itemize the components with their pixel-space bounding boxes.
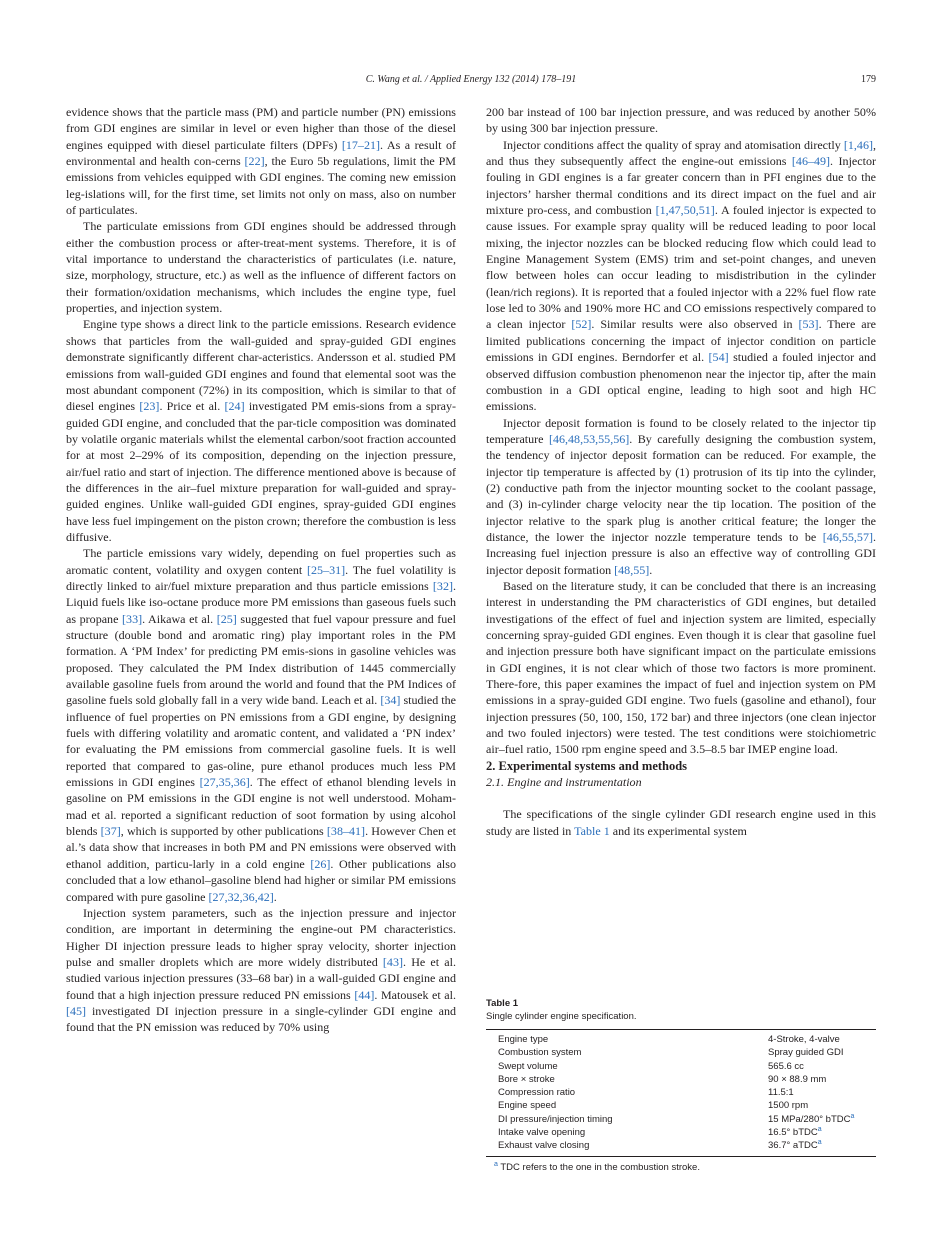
spec-value-text: 11.5:1 xyxy=(768,1087,794,1099)
table-1 xyxy=(486,997,876,1173)
paragraph-text: Injector deposit formation is found to be closely related to the injector tip temperature xyxy=(486,415,876,446)
subsection-heading: 2.1. Engine and instrumentation xyxy=(486,775,642,790)
citation-link[interactable]: [22] xyxy=(244,154,265,169)
citation-link[interactable]: [1,47,50,51] xyxy=(655,203,715,218)
citation-link[interactable]: [38–41] xyxy=(326,824,366,839)
spec-value-text: 1500 rpm xyxy=(768,1100,809,1112)
spec-value xyxy=(768,1060,876,1073)
citation-link[interactable]: [46,55,57] xyxy=(822,529,873,544)
citation-link[interactable]: [33] xyxy=(122,611,143,626)
spec-parameter: Compression ratio xyxy=(498,1087,576,1099)
citation-link[interactable]: [43] xyxy=(382,954,403,969)
paragraph-text: . He et al. studied various injection pressures (33–68 bar) in a wall-guided GDI engine and found that a high injection pressure reduced PN emissions xyxy=(66,954,456,1002)
paragraph-text: , which is supported by other publications xyxy=(120,824,327,839)
table-bottom-rule xyxy=(486,1156,876,1157)
spec-value-text: 15 MPa/280° bTDC xyxy=(768,1113,851,1125)
paragraph xyxy=(486,578,876,758)
footnote-marker[interactable]: a xyxy=(817,1125,822,1133)
section-heading: 2. Experimental systems and methods xyxy=(486,758,688,773)
spec-parameter: Engine type xyxy=(498,1034,549,1045)
citation-link[interactable]: [48,55] xyxy=(614,562,650,577)
spec-value-text: 565.6 cc xyxy=(768,1060,804,1072)
paragraph-text: studied a fouled injector and observed diffusion combustion phenomenon near the injector tip, after the main combustion in a GDI optical engine, leading to high soot and high HC emissions. xyxy=(486,350,877,414)
citation-link[interactable]: [23] xyxy=(139,399,160,414)
paragraph xyxy=(66,545,456,905)
spec-value xyxy=(768,1113,876,1126)
citation-link[interactable]: [46,48,53,55,56] xyxy=(548,431,630,446)
paragraph-text: . As a result of environmental and health con-cerns xyxy=(66,137,456,169)
table-row xyxy=(486,1060,876,1073)
paragraph-text: suggested that fuel vapour pressure and fuel structure (double bond and aromatic ring) play important roles in the PM formation. A ‘PM Index’ for predicting PM emis-sions in gasoline vehicles was proposed. They calculated the PM Index distribution of 1445 commercially available gasoline fuels from around the world and found that the PM Indices of gasoline fuels sold globally fall in a very wide band. Leach et al. xyxy=(66,611,456,708)
left-column xyxy=(66,104,456,1036)
paragraph xyxy=(66,905,456,1036)
paragraph-text: The particulate emissions from GDI engines should be addressed through either the combustion process or after-treat-ment systems. Therefore, it is of vital importance to understand the characteristics of particulates (i.e. nature, size, morphology, structure, etc.) as well as the influence of different factors on their formation/oxidation mechanisms, which includes the engine type, fuel properties, and injection system. xyxy=(66,219,456,316)
paragraph-text: . The fuel volatility is directly linked to air/fuel mixture preparation and thus particle emissions xyxy=(66,562,456,593)
paragraph-text: investigated PM emis-sions from a spray-guided GDI engine, and concluded that the par-ticle composition was dominated by volatile organic materials whilst the elemental carbon/soot fraction accounted for at most 2–29% of its composition, depending on the injection pressure, air/fuel ratio and start of injection. The difference mentioned above is because of the differences in the air–fuel mixture preparation for wall-guided and spray-guided engines. Unlike wall-guided GDI engines, spray-guided GDI engines have less fuel impingement on the piston crown; therefore the combustion is less diffusive. xyxy=(66,399,456,544)
citation-link[interactable]: [52] xyxy=(571,317,592,332)
paragraph xyxy=(486,137,876,415)
citation-link[interactable]: [26] xyxy=(310,856,331,871)
table-top-rule xyxy=(486,1029,876,1030)
paragraph-text: . A fouled injector is expected to cause issues. For example spray quality will be reduced leading to poor local mixing, the injector nozzles can be blocked reducing flow which could lead to Engine Management System (EMS) trim and set-point changes, and uneven flow between holes can occur leading to misdistribution in the cylinder (lean/rich regions). It is reported that a fouled injector with a 22% fuel flow rate lose led to 30% and 190% more HC and CO emissions respectively compared to a clean injector xyxy=(486,203,877,332)
spec-table-body xyxy=(486,1033,876,1153)
paragraph-text: . Increasing fuel injection pressure is also an effective way of controlling GDI injector deposit formation xyxy=(486,529,876,577)
citation-link[interactable]: [44] xyxy=(354,987,375,1002)
page-number: 179 xyxy=(861,74,876,85)
paragraph-text: . By carefully designing the combustion system, the tendency of injector deposit formation can be reduced. For example, the injector tip temperature is affected by (1) protrusion of its tip into the cylinder, (2) conductive path from the injector mounting socket to the coolant passage, and (3) in-cylinder charge velocity near the tip location. The position of the injector relative to the spark plug is another critical feature; the longer the distance, the lower the injector nozzle temperature tends to be xyxy=(486,431,877,544)
table-label: Table 1 xyxy=(486,998,519,1009)
paragraph-text: . However Chen et al.’s data show that increases in both PM and PN emissions were observed with ethanol addition, particu-larly in a cold engine xyxy=(66,824,456,871)
table-row xyxy=(486,1099,876,1112)
spec-value xyxy=(768,1033,876,1046)
citation-link[interactable]: [45] xyxy=(66,1003,87,1018)
paragraph-text: evidence shows that the particle mass (PM) and particle number (PN) emissions from GDI engines are similar in level or even higher than those of the diesel engines equipped with diesel particulate filters (DPFs) xyxy=(66,105,456,152)
paragraph xyxy=(66,218,456,316)
paragraph-text: . Similar results were also observed in xyxy=(591,317,799,332)
footnote-marker[interactable]: a xyxy=(850,1112,855,1120)
spec-parameter: Intake valve opening xyxy=(498,1127,586,1139)
paragraph-text: . Other publications also concluded that a low ethanol–gasoline blend had higher or similar PM emissions compared with pure gasoline xyxy=(66,856,456,904)
paragraph-text: , and thus they subsequently affect the engine-out emissions xyxy=(486,137,876,169)
paragraph-text: and its experimental system xyxy=(609,823,747,838)
spec-value-text: 16.5° bTDC xyxy=(768,1127,818,1139)
table-caption: Single cylinder engine specification. xyxy=(486,1011,637,1022)
spec-parameter: DI pressure/injection timing xyxy=(498,1113,613,1125)
citation-link[interactable]: [53] xyxy=(798,317,819,332)
spec-value-text: 36.7° aTDC xyxy=(768,1140,818,1152)
citation-link[interactable]: [37] xyxy=(100,824,121,839)
paragraph-text: Injector conditions affect the quality of spray and atomisation directly xyxy=(503,137,844,152)
citation-link[interactable]: [54] xyxy=(708,350,729,365)
table-row xyxy=(486,1073,876,1086)
running-header xyxy=(66,74,876,90)
spec-value xyxy=(768,1099,876,1112)
spec-value xyxy=(768,1086,876,1099)
paragraph-text: Based on the literature study, it can be concluded that there is an increasing interest in understanding the PM characteristics of GDI engines, but detailed investigations of the effect of fuel and injection system are limited, especially concerning spray-guided GDI engines. Even though it is clear that gasoline fuel and injection pressure both have significant impact on the particulate emissions in GDI engines, it is not clear which of those two factors is more prominent. There-fore, this paper examines the impact of fuel and injection system on PM emissions in a spray-guided GDI engine. Two fuels (gasoline and ethanol), four injection pressures (50, 100, 150, 172 bar) and three injectors (one clean injector and two fouled injectors) were tested. The test conditions were stoichiometric air–fuel ratio, 1500 rpm engine speed and 3.5–8.5 bar IMEP engine load. xyxy=(486,578,876,757)
paragraph-text: Injection system parameters, such as the injection pressure and injector condition, are important in determining the engine-out PM characteristics. Higher DI injection pressure leads to higher spray velocity, shorter injection pulse and smaller droplets which are more widely distributed xyxy=(66,905,456,969)
paragraph xyxy=(486,104,876,137)
paragraph-text: . The effect of ethanol blending levels in gasoline on PM emissions in the GDI engine is not well understood. Moham-mad et al. reported a significant reduction of soot formation by using alcohol blends xyxy=(66,775,457,839)
spec-parameter: Bore × stroke xyxy=(498,1073,555,1085)
footnote-marker[interactable]: a xyxy=(817,1139,822,1147)
paragraph-text: , the Euro 5b regulations, limit the PM emissions from vehicles equipped with GDI engines. The coming new emission leg-islations will, for the first time, set limits not only on mass, also on number of particulates. xyxy=(66,154,456,218)
spec-parameter: Combustion system xyxy=(498,1047,582,1059)
paragraph-text: . Aikawa et al. xyxy=(142,611,217,626)
paragraph-text: studied the influence of fuel properties on PN emissions from a GDI engine, by designing fuels with differing volatility and aromatic content, and validated a ‘PN index’ for evaluating the PM emissions from commercial gasoline fuels. It is well reported that compared to gas-oline, pure ethanol produces much less PM emissions in GDI engines xyxy=(66,693,456,790)
spec-value xyxy=(768,1139,876,1152)
table-row xyxy=(486,1113,876,1126)
citation-link[interactable]: [27,35,36] xyxy=(199,775,250,790)
paragraph-text: The particle emissions vary widely, depending on fuel properties such as aromatic content, volatility and oxygen content xyxy=(66,546,456,577)
spec-value-text: Spray guided GDI xyxy=(768,1047,844,1059)
citation-link[interactable]: [27,32,36,42] xyxy=(208,889,274,904)
table-row xyxy=(486,1086,876,1099)
citation-link[interactable]: Table 1 xyxy=(574,823,610,838)
spec-parameter: Swept volume xyxy=(498,1060,558,1072)
table-row xyxy=(486,1139,876,1152)
table-footnote xyxy=(486,1162,876,1173)
citation-link[interactable]: [32] xyxy=(432,578,453,593)
paragraph-text: . Liquid fuels like iso-octane produce more PM emissions than gaseous fuels such as propane xyxy=(66,578,456,626)
citation-link[interactable]: [34] xyxy=(380,693,401,708)
citation-link[interactable]: [46–49] xyxy=(791,154,831,169)
spec-value-text: 90 × 88.9 mm xyxy=(768,1073,827,1085)
spec-value xyxy=(768,1046,876,1059)
spec-parameter: Engine speed xyxy=(498,1100,557,1112)
spec-value-text: 4-Stroke, 4-valve xyxy=(768,1034,840,1045)
citation-link[interactable]: [25] xyxy=(216,611,237,626)
footnote-mark: a xyxy=(494,1160,498,1168)
citation-link[interactable]: [25–31] xyxy=(307,562,346,577)
table-row xyxy=(486,1046,876,1059)
citation-link[interactable]: [1,46] xyxy=(843,137,873,152)
spec-parameter: Exhaust valve closing xyxy=(498,1140,590,1152)
paragraph xyxy=(486,806,876,839)
paragraph-text: . xyxy=(273,889,277,904)
paragraph-text: The specifications of the single cylinder GDI research engine used in this study are listed in xyxy=(486,807,876,838)
paragraph-text: . Matousek et al. xyxy=(374,987,456,1002)
spec-table xyxy=(486,1033,876,1153)
paragraph-text: . xyxy=(649,562,653,577)
paragraph xyxy=(66,316,456,545)
journal-citation: C. Wang et al. / Applied Energy 132 (2014) 178–191 xyxy=(365,74,577,85)
table-row xyxy=(486,1033,876,1046)
paragraph xyxy=(66,104,456,218)
spec-value xyxy=(768,1126,876,1139)
right-column xyxy=(486,104,876,839)
paragraph-text: 200 bar instead of 100 bar injection pressure, and was reduced by another 50% by using 300 bar injection pressure. xyxy=(486,105,876,136)
table-row xyxy=(486,1126,876,1139)
paragraph-text: Engine type shows a direct link to the particle emissions. Research evidence shows that particles from the wall-guided and spray-guided GDI engines demonstrate significantly different char-acteristics. Andersson et al. studied PM emissions from wall-guided GDI engines and found that elemental soot was the most abundant component (72%) in its composition, which is similar to that of diesel engines xyxy=(66,317,456,414)
citation-link[interactable]: [24] xyxy=(224,399,245,414)
paragraph-text: . Price et al. xyxy=(159,399,225,414)
paragraph xyxy=(486,415,876,578)
spec-value xyxy=(768,1073,876,1086)
paragraph-text: . Injector fouling in GDI engines is a far greater concern than in PFI engines due to the injectors’ harsher thermal conditions and its direct impact on the fuel and air mixture pro-cess, and combustion xyxy=(486,154,876,218)
spacer xyxy=(486,790,876,806)
paragraph-text: investigated DI injection pressure in a single-cylinder GDI engine and found that the PN emission was reduced by 70% using xyxy=(66,1003,456,1035)
footnote-text: TDC refers to the one in the combustion stroke. xyxy=(500,1161,700,1173)
paragraph-text: . There are limited publications concerning the impact of injector condition on particle emissions in GDI engines. Berndorfer et al. xyxy=(486,317,876,365)
citation-link[interactable]: [17–21] xyxy=(341,137,381,152)
